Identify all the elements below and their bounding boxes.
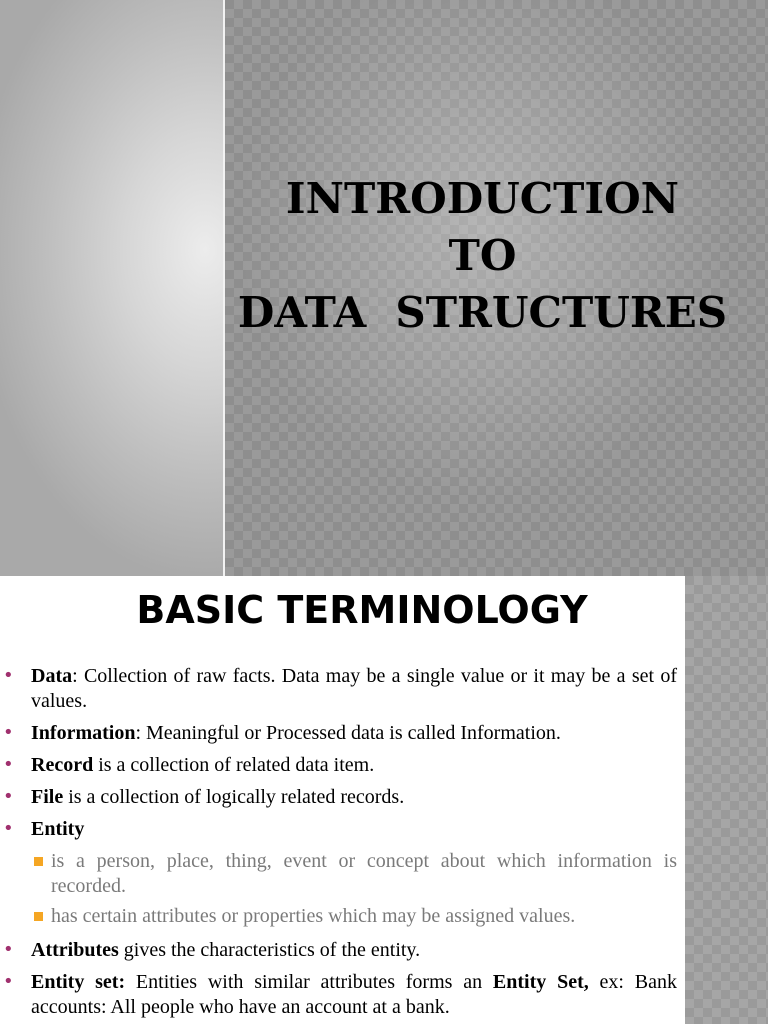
term: Data: [31, 665, 73, 687]
list-item: [0, 753, 677, 778]
section-heading: BASIC TERMINOLOGY: [136, 588, 588, 632]
square-bullet-icon: [34, 857, 43, 866]
bullet-icon: •: [3, 971, 14, 992]
definition: is a collection of related data item.: [93, 754, 375, 776]
list-item: [0, 970, 677, 1020]
list-item: [0, 721, 677, 746]
term: Entity: [31, 818, 85, 840]
term: Information: [31, 722, 136, 744]
title-line-3: DATA STRUCTURES: [237, 288, 728, 337]
slide-title: [225, 170, 740, 341]
bullet-icon: •: [3, 754, 14, 775]
definition: is a collection of logically related records.: [63, 786, 405, 808]
definition: gives the characteristics of the entity.: [118, 939, 421, 961]
bullet-icon: •: [3, 939, 14, 960]
term: Record: [31, 754, 94, 776]
title-line-2: TO: [448, 231, 517, 280]
definition: Entities with similar attributes forms an: [125, 971, 493, 993]
list-item: [0, 785, 677, 810]
sub-list-item: [0, 849, 677, 899]
definition: : Meaningful or Processed data is called Information.: [135, 722, 561, 744]
sub-list-item: [0, 904, 677, 929]
term: Entity Set,: [492, 971, 589, 993]
term: Entity set:: [31, 971, 126, 993]
definition: ex: Bank accounts: All people who have an account at a bank.: [31, 971, 677, 1018]
list-item: [0, 817, 677, 842]
right-pattern-strip: [685, 576, 768, 1024]
sub-text: is a person, place, thing, event or concept about which information is recorded.: [51, 850, 677, 897]
term: Attributes: [31, 939, 119, 961]
left-gradient-panel: [0, 0, 223, 576]
title-line-1: INTRODUCTION: [285, 174, 680, 223]
sub-text: has certain attributes or properties which may be assigned values.: [51, 905, 576, 927]
list-item: [0, 664, 677, 714]
terminology-slide: [0, 576, 768, 1024]
definition: : Collection of raw facts. Data may be a single value or it may be a set of values.: [31, 665, 677, 712]
terminology-list: [0, 664, 677, 1024]
term: File: [31, 786, 64, 808]
list-item: [0, 938, 677, 963]
square-bullet-icon: [34, 912, 43, 921]
bullet-icon: •: [3, 665, 14, 686]
bullet-icon: •: [3, 786, 14, 807]
bullet-icon: •: [3, 818, 14, 839]
bullet-icon: •: [3, 722, 14, 743]
